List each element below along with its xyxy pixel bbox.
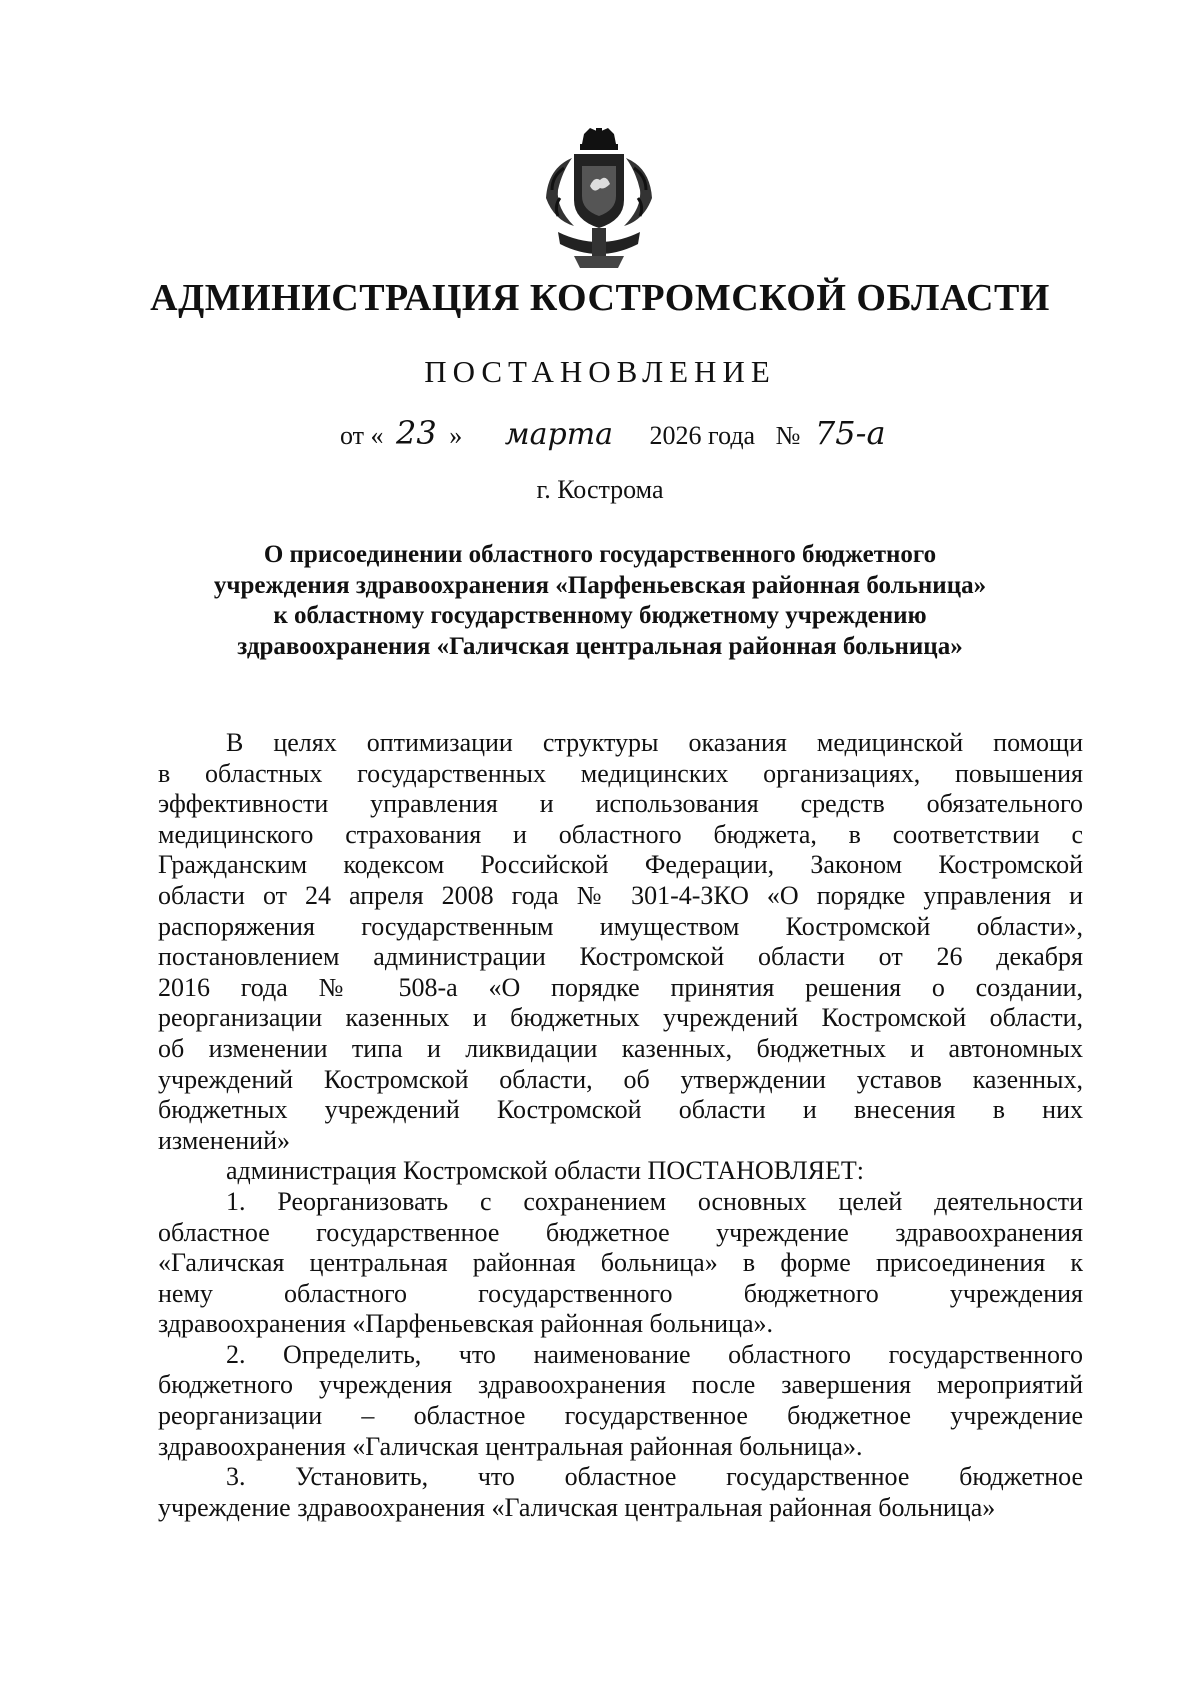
body-line: 3. Установить, что областное государственное бюджетное: [226, 1462, 1083, 1492]
body-line: учреждение здравоохранения «Галичская центральная районная больница»: [158, 1492, 996, 1522]
document-type: ПОСТАНОВЛЕНИЕ: [424, 354, 776, 389]
body-line: 2. Определить, что наименование областного государственного: [226, 1339, 1083, 1369]
title-line: к областному государственному бюджетному учреждению: [273, 602, 927, 629]
body-line: бюджетного учреждения здравоохранения после завершения мероприятий: [158, 1370, 1083, 1400]
body-line: постановлением администрации Костромской области от 26 декабря: [158, 942, 1083, 972]
body-line: здравоохранения «Галичская центральная районная больница».: [158, 1431, 863, 1461]
document-number-handwritten: 75-а: [814, 414, 886, 452]
body-line: 1. Реорганизовать с сохранением основных целей деятельности: [226, 1186, 1083, 1216]
body-line: нему областного государственного бюджетного учреждения: [158, 1278, 1083, 1308]
document-title: [140, 540, 1060, 662]
body-line: областное государственное бюджетное учреждение здравоохранения: [158, 1217, 1083, 1247]
body-line: учреждений Костромской области, об утверждении уставов казенных,: [158, 1064, 1083, 1094]
body-line: медицинского страхования и областного бюджета, в соответствии с: [158, 819, 1083, 849]
body-line: здравоохранения «Парфеньевская районная больница».: [158, 1309, 773, 1339]
body-line: эффективности управления и использования средств обязательного: [158, 789, 1083, 819]
title-line: О присоединении областного государственного бюджетного: [263, 541, 937, 568]
body-line: бюджетных учреждений Костромской области и внесения в них: [158, 1095, 1083, 1125]
body-line: Гражданским кодексом Российской Федерации, Законом Костромской: [158, 850, 1083, 880]
body-line: 2016 года № 508-а «О порядке принятия решения о создании,: [158, 972, 1083, 1002]
date-prefix: от «: [340, 421, 384, 450]
body-line: в областных государственных медицинских организациях, повышения: [158, 758, 1083, 788]
number-label: №: [775, 421, 801, 450]
body-line: реорганизации казенных и бюджетных учреждений Костромской области,: [158, 1003, 1083, 1033]
coat-of-arms-emblem: [534, 128, 665, 273]
body-line: В целях оптимизации структуры оказания медицинской помощи: [226, 728, 1083, 757]
body-line: области от 24 апреля 2008 года № 301-4-ЗКО «О порядке управления и: [158, 880, 1083, 910]
date-year: 2026 года: [649, 421, 756, 450]
body-line: «Галичская центральная районная больница» в форме присоединения к: [158, 1248, 1083, 1278]
city: г. Кострома: [536, 475, 664, 504]
agency-name: АДМИНИСТРАЦИЯ КОСТРОМСКОЙ ОБЛАСТИ: [150, 277, 1050, 319]
title-line: здравоохранения «Галичская центральная районная больница»: [237, 632, 963, 660]
title-line: учреждения здравоохранения «Парфеньевская районная больница»: [213, 571, 987, 599]
body-line: администрация Костромской области ПОСТАНОВЛЯЕТ:: [226, 1156, 865, 1186]
body-line: распоряжения государственным имуществом Костромской области»,: [158, 911, 1083, 941]
body-line: об изменении типа и ликвидации казенных, бюджетных и автономных: [158, 1033, 1083, 1063]
date-line: [340, 414, 886, 452]
document-body: [158, 728, 1083, 1523]
date-day-handwritten: 23: [396, 414, 437, 452]
body-line: изменений»: [158, 1125, 291, 1155]
date-month-handwritten: марта: [504, 417, 614, 452]
date-close-quote: »: [449, 421, 463, 450]
body-line: реорганизации – областное государственное бюджетное учреждение: [158, 1401, 1083, 1431]
